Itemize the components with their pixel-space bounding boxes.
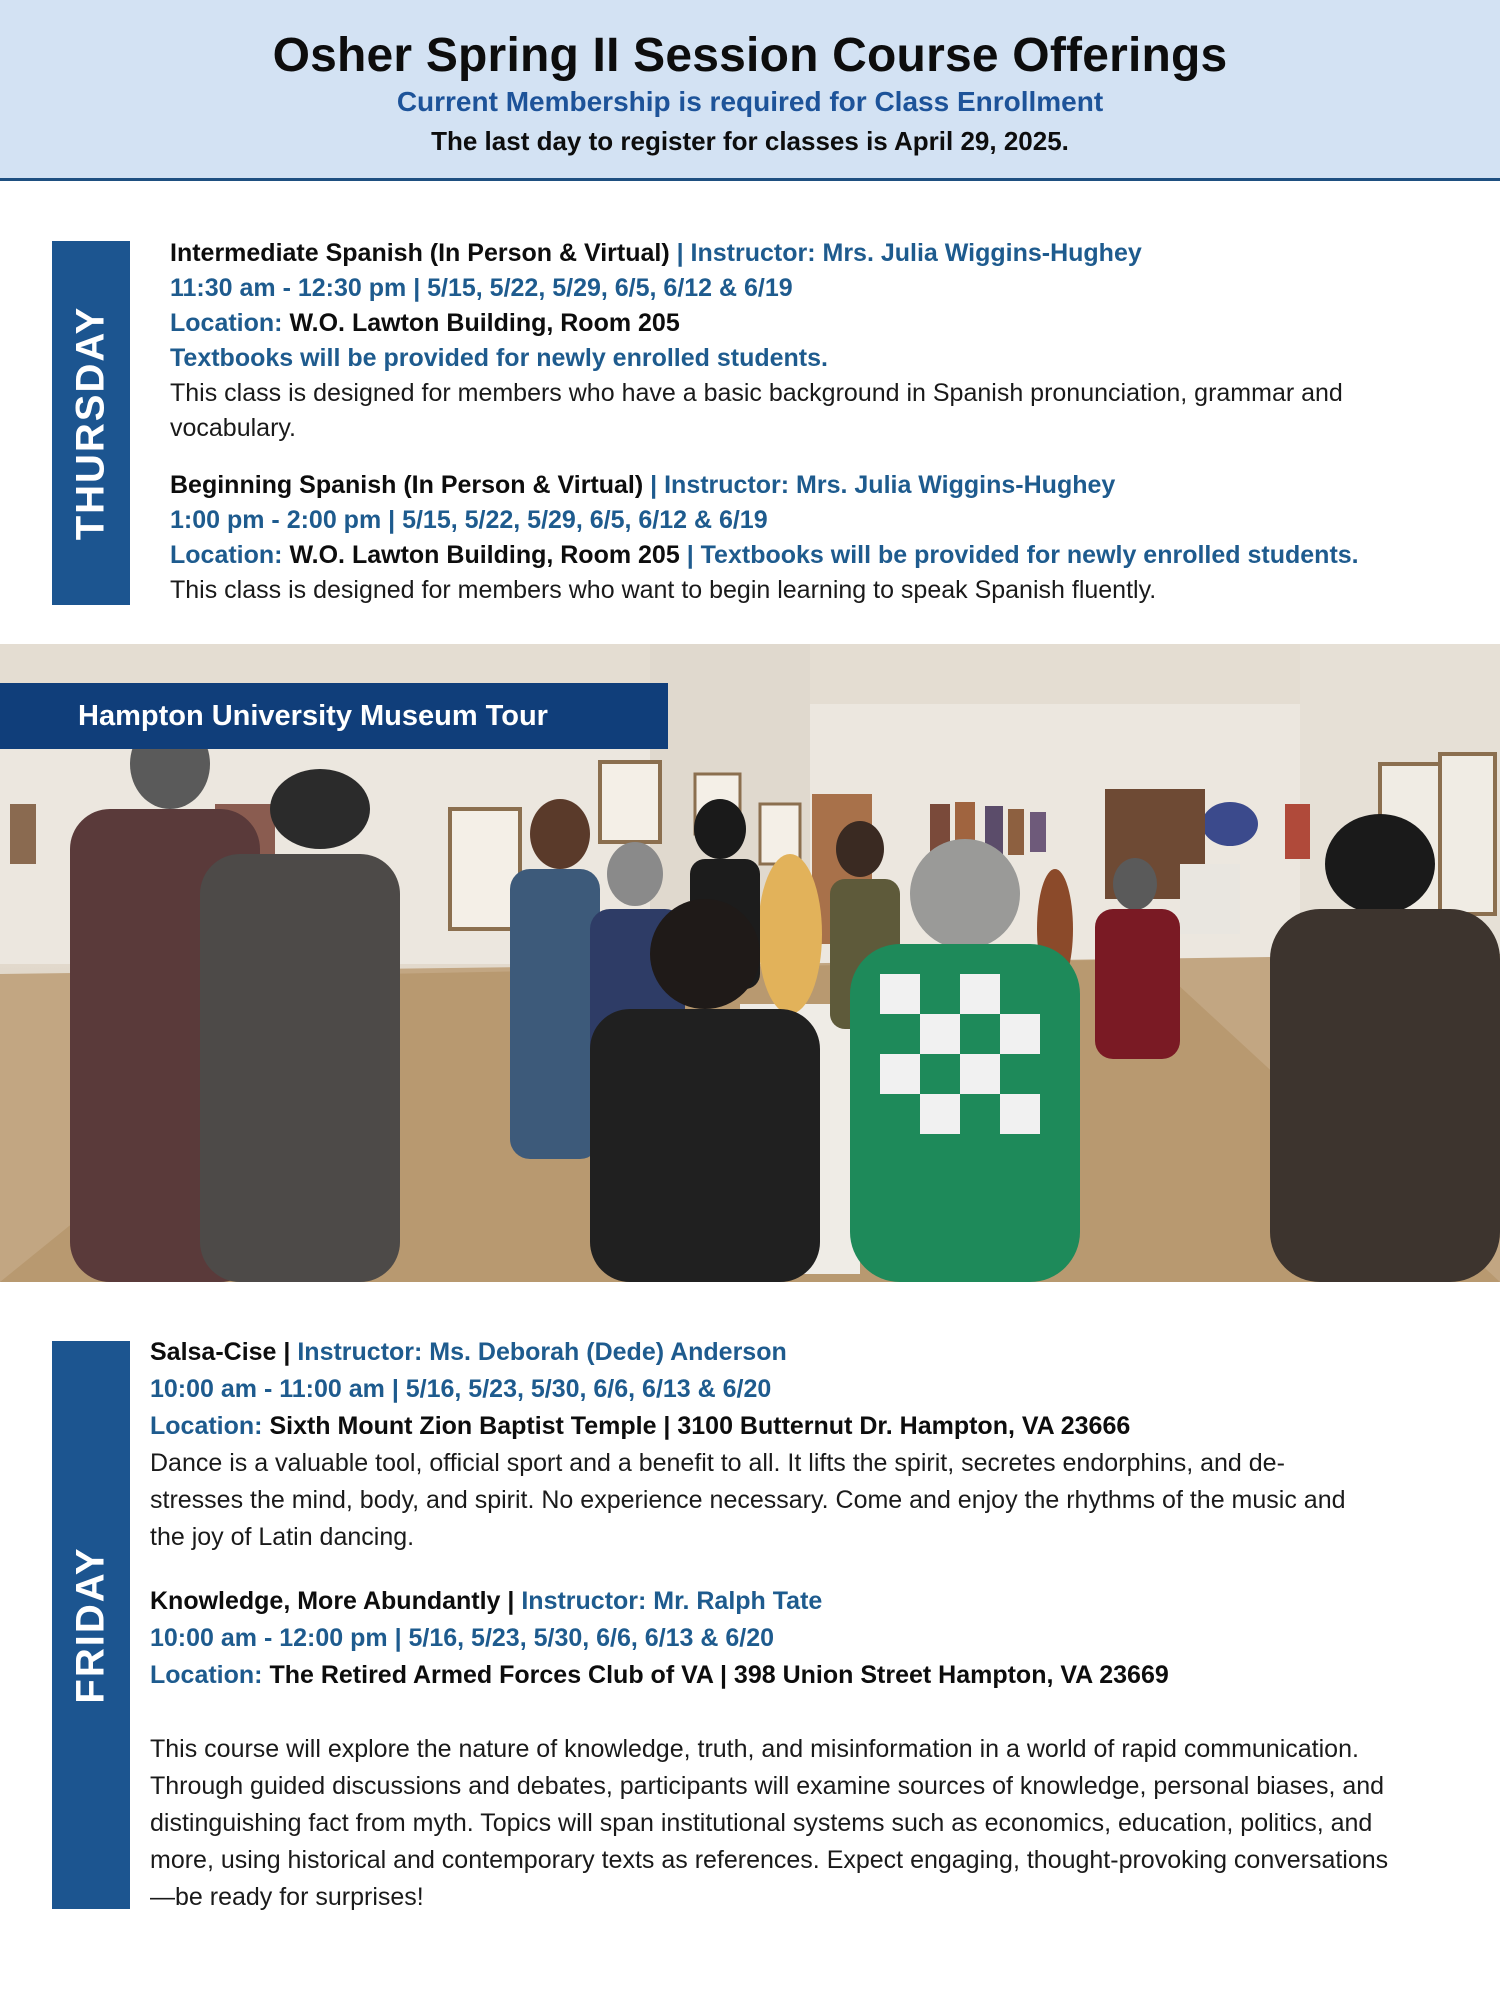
course-schedule: 11:30 am - 12:30 pm | 5/15, 5/22, 5/29, 6/5, 6/12 & 6/19: [170, 274, 793, 302]
course-location: Sixth Mount Zion Baptist Temple | 3100 Butternut Dr. Hampton, VA 23666: [269, 1412, 1131, 1440]
membership-notice: Current Membership is required for Class Enrollment: [396, 86, 1104, 117]
course-location-line: [150, 1408, 1360, 1445]
course-schedule: 10:00 am - 12:00 pm | 5/16, 5/23, 5/30, 6/6, 6/13 & 6/20: [150, 1624, 775, 1652]
course-title: Intermediate Spanish (In Person & Virtual): [170, 239, 670, 267]
location-label: Location:: [150, 1412, 263, 1440]
page-header: [0, 0, 1500, 181]
registration-deadline: The last day to register for classes is April 29, 2025.: [431, 126, 1069, 156]
thursday-day-bar: [52, 241, 130, 605]
course-knowledge-more-abundantly: [150, 1583, 1410, 1916]
course-location: The Retired Armed Forces Club of VA | 398 Union Street Hampton, VA 23669: [269, 1661, 1169, 1689]
photo-caption: Hampton University Museum Tour: [0, 683, 668, 749]
friday-day-bar: [52, 1341, 130, 1909]
course-location-line: [170, 306, 1460, 341]
course-instructor: Instructor: Ms. Deborah (Dede) Anderson: [297, 1338, 787, 1366]
course-intermediate-spanish: [170, 236, 1460, 446]
course-beginning-spanish: [170, 468, 1480, 608]
course-title-line: [150, 1583, 1410, 1620]
course-title: Salsa-Cise |: [150, 1338, 291, 1366]
course-location-line: [170, 538, 1480, 573]
course-schedule: 10:00 am - 11:00 am | 5/16, 5/23, 5/30, 6/6, 6/13 & 6/20: [150, 1375, 772, 1403]
course-schedule: 1:00 pm - 2:00 pm | 5/15, 5/22, 5/29, 6/5, 6/12 & 6/19: [170, 506, 768, 534]
course-title: Knowledge, More Abundantly |: [150, 1587, 515, 1615]
location-label: Location:: [170, 309, 283, 337]
course-description: This class is designed for members who want to begin learning to speak Spanish fluently.: [170, 576, 1157, 604]
course-instructor: Instructor: Mr. Ralph Tate: [521, 1587, 823, 1615]
course-description: Dance is a valuable tool, official sport and a benefit to all. It lifts the spirit, secretes endorphins, and de-stresses the mind, body, and spirit. No experience necessary. Come and enjoy the rhythms of the music and the joy of Latin dancing.: [150, 1449, 1346, 1551]
course-location: W.O. Lawton Building, Room 205: [289, 541, 680, 569]
course-title-line: [170, 236, 1460, 271]
course-title-line: [170, 468, 1480, 503]
course-instructor: | Instructor: Mrs. Julia Wiggins-Hughey: [650, 471, 1116, 499]
textbook-note: | Textbooks will be provided for newly enrolled students.: [686, 541, 1359, 569]
location-label: Location:: [150, 1661, 263, 1689]
course-description: This course will explore the nature of knowledge, truth, and misinformation in a world of rapid communication. Through guided discussions and debates, participants will examine sources of knowledge, personal biases, and distinguishing fact from myth. Topics will span institutional systems such as economics, education, politics, and more, using historical and contemporary texts as references. Expect engaging, thought-provoking conversations—be ready for surprises!: [150, 1735, 1389, 1911]
museum-tour-photo: [0, 644, 1500, 1282]
location-label: Location:: [170, 541, 283, 569]
textbook-note: Textbooks will be provided for newly enrolled students.: [170, 344, 828, 372]
course-instructor: | Instructor: Mrs. Julia Wiggins-Hughey: [676, 239, 1142, 267]
thursday-label: THURSDAY: [68, 305, 113, 541]
course-title-line: [150, 1334, 1360, 1371]
course-description: This class is designed for members who have a basic background in Spanish pronunciation, grammar and vocabulary.: [170, 379, 1343, 442]
course-location-line: [150, 1657, 1410, 1694]
course-title: Beginning Spanish (In Person & Virtual): [170, 471, 644, 499]
page-title: Osher Spring II Session Course Offerings: [272, 29, 1228, 82]
friday-label: FRIDAY: [68, 1546, 113, 1704]
course-location: W.O. Lawton Building, Room 205: [289, 309, 680, 337]
course-salsa-cise: [150, 1334, 1360, 1556]
